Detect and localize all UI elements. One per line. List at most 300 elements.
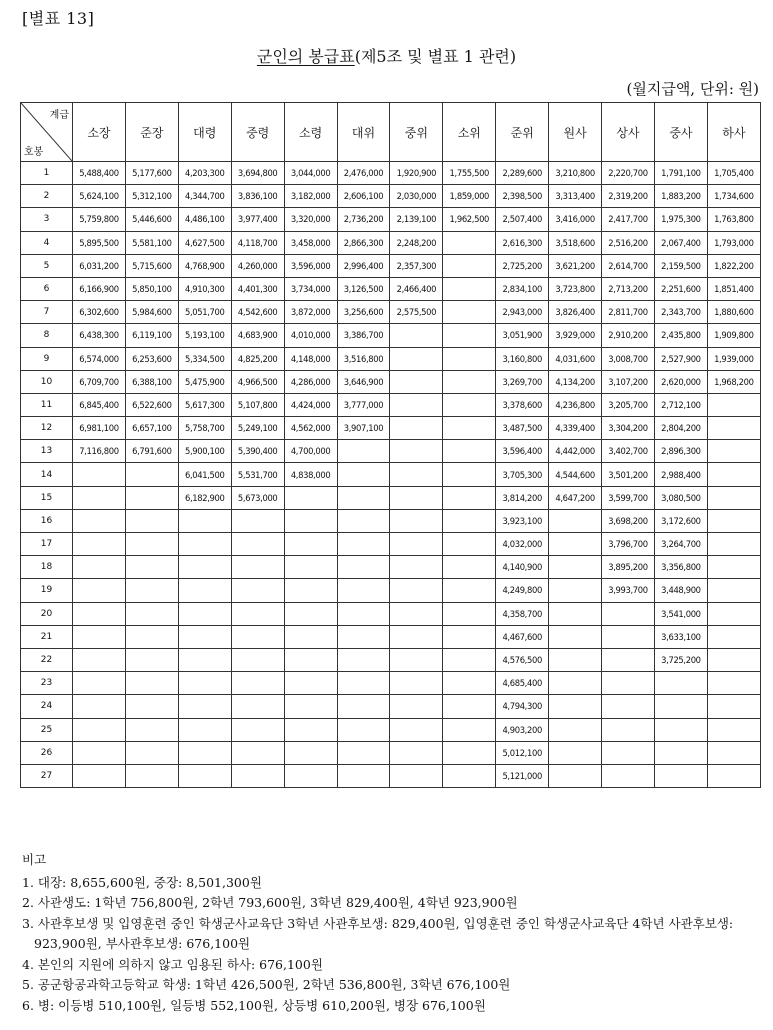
step-cell: 16 xyxy=(21,509,73,532)
salary-cell xyxy=(284,648,337,671)
salary-cell xyxy=(337,764,390,787)
rank-header-cell: 소령 xyxy=(284,103,337,162)
salary-cell: 6,166,900 xyxy=(73,277,126,300)
salary-cell: 3,210,800 xyxy=(549,162,602,185)
salary-cell xyxy=(284,509,337,532)
pay-table xyxy=(20,102,761,788)
salary-cell: 2,289,600 xyxy=(496,162,549,185)
salary-cell: 5,900,100 xyxy=(178,440,231,463)
salary-cell xyxy=(707,648,760,671)
salary-cell: 2,319,200 xyxy=(602,185,655,208)
salary-cell xyxy=(73,718,126,741)
salary-cell xyxy=(707,393,760,416)
salary-cell: 5,249,100 xyxy=(231,417,284,440)
rank-header-cell: 대위 xyxy=(337,103,390,162)
salary-cell: 3,304,200 xyxy=(602,417,655,440)
salary-cell: 5,312,100 xyxy=(125,185,178,208)
salary-cell: 4,032,000 xyxy=(496,533,549,556)
salary-cell: 1,859,000 xyxy=(443,185,496,208)
salary-cell xyxy=(178,672,231,695)
salary-cell: 2,712,100 xyxy=(654,393,707,416)
rank-header-cell: 중위 xyxy=(390,103,443,162)
step-cell: 20 xyxy=(21,602,73,625)
table-row xyxy=(21,254,761,277)
salary-cell: 3,993,700 xyxy=(602,579,655,602)
salary-cell xyxy=(549,648,602,671)
salary-cell xyxy=(390,417,443,440)
salary-cell xyxy=(337,625,390,648)
salary-cell xyxy=(443,463,496,486)
salary-cell: 2,527,900 xyxy=(654,347,707,370)
salary-cell: 4,031,600 xyxy=(549,347,602,370)
salary-cell xyxy=(443,324,496,347)
table-row xyxy=(21,324,761,347)
step-cell: 17 xyxy=(21,533,73,556)
salary-cell: 2,398,500 xyxy=(496,185,549,208)
salary-cell xyxy=(443,301,496,324)
salary-cell: 3,386,700 xyxy=(337,324,390,347)
table-row xyxy=(21,370,761,393)
salary-cell: 1,962,500 xyxy=(443,208,496,231)
step-cell: 13 xyxy=(21,440,73,463)
step-cell: 4 xyxy=(21,231,73,254)
salary-cell xyxy=(231,718,284,741)
salary-cell: 3,734,000 xyxy=(284,277,337,300)
rank-header-cell: 하사 xyxy=(707,103,760,162)
table-row xyxy=(21,648,761,671)
salary-cell: 4,966,500 xyxy=(231,370,284,393)
salary-cell xyxy=(231,509,284,532)
salary-cell: 3,872,000 xyxy=(284,301,337,324)
salary-cell: 1,791,100 xyxy=(654,162,707,185)
corner-step-label: 호봉 xyxy=(24,147,44,158)
step-cell: 11 xyxy=(21,393,73,416)
salary-cell xyxy=(390,602,443,625)
salary-cell xyxy=(178,741,231,764)
salary-cell: 5,193,100 xyxy=(178,324,231,347)
salary-cell: 2,910,200 xyxy=(602,324,655,347)
salary-cell: 3,044,000 xyxy=(284,162,337,185)
salary-cell: 5,617,300 xyxy=(178,393,231,416)
unit-note: (월지급액, 단위: 원) xyxy=(626,80,759,98)
step-cell: 21 xyxy=(21,625,73,648)
salary-cell xyxy=(73,625,126,648)
salary-cell: 4,010,000 xyxy=(284,324,337,347)
salary-cell xyxy=(125,672,178,695)
salary-cell: 3,646,900 xyxy=(337,370,390,393)
rank-header-cell: 대령 xyxy=(178,103,231,162)
salary-cell: 2,575,500 xyxy=(390,301,443,324)
note-item: 4. 본인의 지원에 의하지 않고 임용된 하사: 676,100원 xyxy=(22,956,323,972)
salary-cell: 3,008,700 xyxy=(602,347,655,370)
table-row xyxy=(21,741,761,764)
salary-cell: 4,339,400 xyxy=(549,417,602,440)
salary-cell: 3,621,200 xyxy=(549,254,602,277)
salary-cell xyxy=(549,602,602,625)
salary-cell: 6,791,600 xyxy=(125,440,178,463)
salary-cell xyxy=(707,556,760,579)
salary-cell xyxy=(443,277,496,300)
salary-cell xyxy=(390,533,443,556)
salary-cell xyxy=(390,393,443,416)
salary-cell xyxy=(73,463,126,486)
rank-header-cell: 준장 xyxy=(125,103,178,162)
salary-cell: 3,777,000 xyxy=(337,393,390,416)
salary-cell: 5,581,100 xyxy=(125,231,178,254)
salary-cell xyxy=(443,764,496,787)
salary-cell xyxy=(125,718,178,741)
step-cell: 24 xyxy=(21,695,73,718)
table-row xyxy=(21,347,761,370)
salary-cell xyxy=(178,625,231,648)
salary-cell: 1,920,900 xyxy=(390,162,443,185)
rank-header-cell: 중령 xyxy=(231,103,284,162)
salary-cell xyxy=(390,509,443,532)
salary-cell: 2,804,200 xyxy=(654,417,707,440)
salary-cell: 4,134,200 xyxy=(549,370,602,393)
salary-cell xyxy=(443,672,496,695)
table-row xyxy=(21,301,761,324)
table-row xyxy=(21,393,761,416)
salary-cell xyxy=(178,533,231,556)
salary-cell xyxy=(707,509,760,532)
salary-cell xyxy=(178,556,231,579)
salary-cell: 2,139,100 xyxy=(390,208,443,231)
salary-cell: 1,851,400 xyxy=(707,277,760,300)
salary-cell: 4,683,900 xyxy=(231,324,284,347)
salary-cell xyxy=(284,741,337,764)
salary-cell xyxy=(231,556,284,579)
salary-cell xyxy=(73,648,126,671)
salary-cell: 4,236,800 xyxy=(549,393,602,416)
salary-cell: 6,657,100 xyxy=(125,417,178,440)
salary-cell xyxy=(549,672,602,695)
salary-cell: 2,343,700 xyxy=(654,301,707,324)
salary-cell: 4,358,700 xyxy=(496,602,549,625)
table-row xyxy=(21,579,761,602)
step-cell: 8 xyxy=(21,324,73,347)
note-item: 6. 병: 이등병 510,100원, 일등병 552,100원, 상등병 610,200원, 병장 676,100원 xyxy=(22,997,486,1013)
salary-cell: 3,448,900 xyxy=(654,579,707,602)
salary-cell xyxy=(707,602,760,625)
rank-header-cell: 준위 xyxy=(496,103,549,162)
salary-cell xyxy=(602,695,655,718)
note-item: 2. 사관생도: 1학년 756,800원, 2학년 793,600원, 3학년 829,400원, 4학년 923,900원 xyxy=(22,895,518,910)
salary-cell xyxy=(602,648,655,671)
rank-header-cell: 중사 xyxy=(654,103,707,162)
salary-cell xyxy=(443,347,496,370)
table-row xyxy=(21,231,761,254)
salary-cell: 3,172,600 xyxy=(654,509,707,532)
salary-cell xyxy=(73,672,126,695)
salary-cell xyxy=(390,370,443,393)
salary-cell: 1,939,000 xyxy=(707,347,760,370)
salary-cell: 3,205,700 xyxy=(602,393,655,416)
salary-cell: 2,943,000 xyxy=(496,301,549,324)
title-main: 군인의 봉급표 xyxy=(256,47,355,66)
salary-cell: 5,121,000 xyxy=(496,764,549,787)
salary-cell: 4,903,200 xyxy=(496,718,549,741)
salary-cell: 3,895,200 xyxy=(602,556,655,579)
salary-cell xyxy=(125,695,178,718)
salary-cell xyxy=(284,602,337,625)
salary-cell: 3,907,100 xyxy=(337,417,390,440)
salary-cell xyxy=(284,695,337,718)
salary-cell: 1,822,200 xyxy=(707,254,760,277)
salary-cell xyxy=(443,718,496,741)
salary-cell xyxy=(654,741,707,764)
salary-cell: 5,446,600 xyxy=(125,208,178,231)
salary-cell xyxy=(231,579,284,602)
salary-cell: 3,518,600 xyxy=(549,231,602,254)
table-row xyxy=(21,486,761,509)
salary-cell xyxy=(178,509,231,532)
salary-cell xyxy=(602,625,655,648)
step-cell: 10 xyxy=(21,370,73,393)
salary-cell: 3,723,800 xyxy=(549,277,602,300)
salary-cell xyxy=(443,417,496,440)
salary-cell xyxy=(73,533,126,556)
salary-cell: 6,182,900 xyxy=(178,486,231,509)
salary-cell xyxy=(337,486,390,509)
salary-cell xyxy=(602,764,655,787)
rank-header-cell: 소위 xyxy=(443,103,496,162)
salary-cell xyxy=(284,579,337,602)
salary-cell: 3,107,200 xyxy=(602,370,655,393)
rank-header-cell: 소장 xyxy=(73,103,126,162)
salary-cell xyxy=(707,486,760,509)
salary-cell: 2,507,400 xyxy=(496,208,549,231)
salary-cell: 4,467,600 xyxy=(496,625,549,648)
salary-cell: 6,041,500 xyxy=(178,463,231,486)
salary-cell xyxy=(125,648,178,671)
salary-cell: 3,826,400 xyxy=(549,301,602,324)
salary-cell xyxy=(337,463,390,486)
salary-cell: 6,438,300 xyxy=(73,324,126,347)
salary-cell: 2,996,400 xyxy=(337,254,390,277)
salary-cell: 3,923,100 xyxy=(496,509,549,532)
salary-cell: 4,203,300 xyxy=(178,162,231,185)
salary-cell xyxy=(178,579,231,602)
salary-cell xyxy=(549,556,602,579)
salary-cell: 6,845,400 xyxy=(73,393,126,416)
salary-cell: 4,118,700 xyxy=(231,231,284,254)
salary-cell xyxy=(602,741,655,764)
step-cell: 14 xyxy=(21,463,73,486)
table-row xyxy=(21,185,761,208)
salary-cell xyxy=(707,695,760,718)
salary-cell: 5,759,800 xyxy=(73,208,126,231)
salary-cell: 3,705,300 xyxy=(496,463,549,486)
salary-cell: 5,673,000 xyxy=(231,486,284,509)
note-item: 1. 대장: 8,655,600원, 중장: 8,501,300원 xyxy=(22,874,262,890)
salary-cell xyxy=(125,533,178,556)
salary-cell xyxy=(707,625,760,648)
salary-cell xyxy=(390,718,443,741)
step-cell: 2 xyxy=(21,185,73,208)
salary-cell: 3,256,600 xyxy=(337,301,390,324)
salary-cell: 2,251,600 xyxy=(654,277,707,300)
salary-cell xyxy=(443,254,496,277)
salary-cell xyxy=(549,509,602,532)
salary-cell xyxy=(443,231,496,254)
salary-cell xyxy=(73,556,126,579)
salary-cell: 3,725,200 xyxy=(654,648,707,671)
salary-cell xyxy=(390,764,443,787)
salary-cell: 5,895,500 xyxy=(73,231,126,254)
salary-cell xyxy=(73,509,126,532)
salary-cell: 3,487,500 xyxy=(496,417,549,440)
salary-cell: 1,793,000 xyxy=(707,231,760,254)
salary-cell: 2,713,200 xyxy=(602,277,655,300)
salary-cell: 2,159,500 xyxy=(654,254,707,277)
salary-cell: 5,488,400 xyxy=(73,162,126,185)
salary-cell: 3,402,700 xyxy=(602,440,655,463)
salary-cell xyxy=(390,463,443,486)
step-cell: 23 xyxy=(21,672,73,695)
salary-cell xyxy=(549,718,602,741)
salary-cell xyxy=(284,672,337,695)
salary-cell: 3,378,600 xyxy=(496,393,549,416)
salary-cell xyxy=(443,440,496,463)
table-row xyxy=(21,556,761,579)
salary-cell: 2,466,400 xyxy=(390,277,443,300)
salary-cell: 2,620,000 xyxy=(654,370,707,393)
salary-cell xyxy=(707,764,760,787)
salary-cell: 2,725,200 xyxy=(496,254,549,277)
salary-cell: 4,544,600 xyxy=(549,463,602,486)
salary-cell: 3,320,000 xyxy=(284,208,337,231)
salary-cell: 4,627,500 xyxy=(178,231,231,254)
salary-cell xyxy=(73,486,126,509)
salary-cell: 2,866,300 xyxy=(337,231,390,254)
table-row xyxy=(21,625,761,648)
salary-cell: 3,541,000 xyxy=(654,602,707,625)
salary-cell: 2,067,400 xyxy=(654,231,707,254)
salary-cell: 3,160,800 xyxy=(496,347,549,370)
salary-cell xyxy=(443,695,496,718)
salary-cell xyxy=(178,648,231,671)
appendix-reference: [별표 13] xyxy=(22,9,95,28)
salary-cell xyxy=(231,602,284,625)
salary-cell: 5,390,400 xyxy=(231,440,284,463)
salary-cell: 1,880,600 xyxy=(707,301,760,324)
salary-cell xyxy=(707,718,760,741)
step-cell: 19 xyxy=(21,579,73,602)
salary-cell: 4,148,000 xyxy=(284,347,337,370)
salary-cell: 3,633,100 xyxy=(654,625,707,648)
salary-cell xyxy=(549,695,602,718)
pay-table-body xyxy=(21,162,761,788)
salary-cell: 4,486,100 xyxy=(178,208,231,231)
note-item: 5. 공군항공과학고등학교 학생: 1학년 426,500원, 2학년 536,800원, 3학년 676,100원 xyxy=(22,977,511,992)
salary-cell: 1,975,300 xyxy=(654,208,707,231)
salary-cell xyxy=(443,741,496,764)
step-cell: 15 xyxy=(21,486,73,509)
salary-cell xyxy=(443,648,496,671)
salary-cell: 6,981,100 xyxy=(73,417,126,440)
salary-cell: 6,388,100 xyxy=(125,370,178,393)
table-row xyxy=(21,672,761,695)
salary-cell: 2,435,800 xyxy=(654,324,707,347)
salary-cell xyxy=(231,741,284,764)
step-cell: 26 xyxy=(21,741,73,764)
salary-cell: 6,253,600 xyxy=(125,347,178,370)
salary-cell xyxy=(231,648,284,671)
salary-cell: 3,836,100 xyxy=(231,185,284,208)
salary-cell: 1,968,200 xyxy=(707,370,760,393)
salary-cell: 3,356,800 xyxy=(654,556,707,579)
salary-cell xyxy=(443,533,496,556)
salary-cell: 1,909,800 xyxy=(707,324,760,347)
salary-cell xyxy=(654,764,707,787)
salary-cell: 2,417,700 xyxy=(602,208,655,231)
salary-cell xyxy=(337,718,390,741)
salary-cell: 2,896,300 xyxy=(654,440,707,463)
salary-cell xyxy=(73,602,126,625)
step-cell: 18 xyxy=(21,556,73,579)
salary-cell xyxy=(654,672,707,695)
salary-cell xyxy=(284,764,337,787)
salary-cell xyxy=(231,672,284,695)
step-cell: 22 xyxy=(21,648,73,671)
salary-cell: 4,260,000 xyxy=(231,254,284,277)
salary-cell: 5,531,700 xyxy=(231,463,284,486)
salary-cell: 3,501,200 xyxy=(602,463,655,486)
salary-cell: 3,599,700 xyxy=(602,486,655,509)
header-row xyxy=(21,103,761,162)
salary-cell: 3,596,400 xyxy=(496,440,549,463)
table-row xyxy=(21,718,761,741)
salary-cell: 5,850,100 xyxy=(125,277,178,300)
salary-cell xyxy=(549,764,602,787)
step-cell: 6 xyxy=(21,277,73,300)
salary-cell xyxy=(443,579,496,602)
salary-cell: 5,012,100 xyxy=(496,741,549,764)
salary-cell: 5,334,500 xyxy=(178,347,231,370)
salary-cell: 3,796,700 xyxy=(602,533,655,556)
salary-cell xyxy=(390,486,443,509)
salary-cell: 4,344,700 xyxy=(178,185,231,208)
salary-cell: 2,834,100 xyxy=(496,277,549,300)
step-cell: 27 xyxy=(21,764,73,787)
salary-cell: 5,177,600 xyxy=(125,162,178,185)
salary-cell: 2,606,100 xyxy=(337,185,390,208)
salary-cell: 1,734,600 xyxy=(707,185,760,208)
salary-cell: 4,647,200 xyxy=(549,486,602,509)
salary-cell xyxy=(337,509,390,532)
salary-cell xyxy=(443,370,496,393)
table-row xyxy=(21,764,761,787)
salary-cell: 3,698,200 xyxy=(602,509,655,532)
table-row xyxy=(21,533,761,556)
salary-cell xyxy=(707,440,760,463)
salary-cell xyxy=(443,393,496,416)
salary-cell xyxy=(707,741,760,764)
salary-cell: 2,030,000 xyxy=(390,185,443,208)
salary-cell: 1,763,800 xyxy=(707,208,760,231)
salary-cell xyxy=(390,347,443,370)
salary-cell xyxy=(178,695,231,718)
salary-cell xyxy=(337,695,390,718)
salary-cell xyxy=(337,556,390,579)
salary-cell xyxy=(178,602,231,625)
salary-cell xyxy=(654,718,707,741)
notes-title: 비고 xyxy=(22,852,47,867)
salary-cell xyxy=(125,764,178,787)
salary-cell: 2,476,000 xyxy=(337,162,390,185)
step-cell: 1 xyxy=(21,162,73,185)
